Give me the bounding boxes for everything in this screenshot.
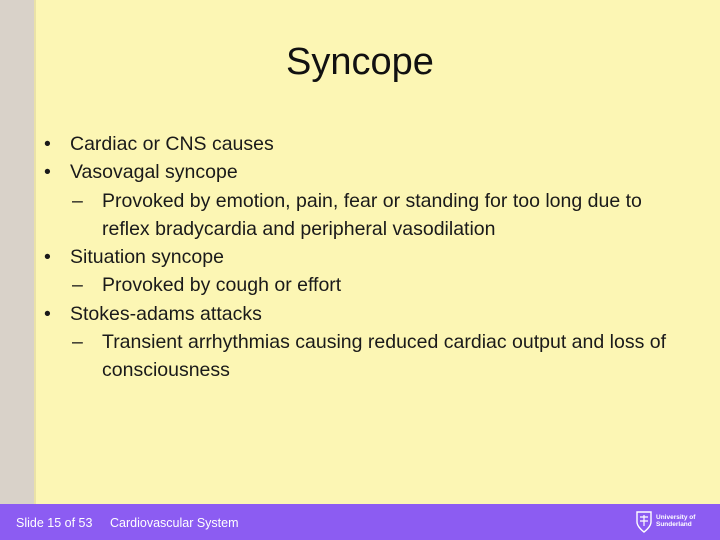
slide-number: Slide 15 of 53 (16, 516, 93, 530)
logo-line-2: Sunderland (656, 521, 692, 529)
sub-bullet-glyph: – (72, 274, 83, 297)
sub-bullet-item (44, 328, 694, 385)
slide-footer (0, 504, 720, 540)
bullet-text: Vasovagal syncope (70, 161, 238, 184)
sub-bullet-item (44, 271, 694, 299)
sub-bullet-glyph: – (72, 330, 83, 353)
bullet-glyph: • (44, 302, 51, 325)
sub-bullet-glyph: – (72, 189, 83, 212)
sub-bullet-text: Provoked by emotion, pain, fear or standing for too long due to reflex bradycardia and peripheral vasodilation (102, 189, 642, 240)
slide-title: Syncope (286, 41, 434, 83)
bullet-text: Cardiac or CNS causes (70, 133, 274, 155)
sub-bullet-text: Provoked by cough or effort (102, 274, 342, 297)
bullet-item (44, 300, 694, 328)
bullet-item (44, 130, 694, 158)
footer-title: Cardiovascular System (110, 516, 239, 530)
bullet-text: Stokes-adams attacks (70, 302, 262, 325)
bullet-glyph: • (44, 161, 51, 184)
left-margin-band (0, 0, 36, 504)
sub-bullet-item (44, 187, 694, 244)
bullet-item (44, 158, 694, 186)
shield-icon (636, 511, 652, 533)
bullet-glyph: • (44, 246, 51, 269)
bullet-glyph: • (44, 133, 51, 155)
bullet-text: Situation syncope (70, 246, 224, 269)
sub-bullet-text: Transient arrhythmias causing reduced cardiac output and loss of consciousness (102, 330, 666, 382)
slide-body (44, 130, 694, 384)
bullet-item (44, 243, 694, 271)
logo-line-1: University of (656, 514, 696, 521)
university-logo (636, 511, 706, 535)
logo-wordmark (656, 514, 695, 529)
